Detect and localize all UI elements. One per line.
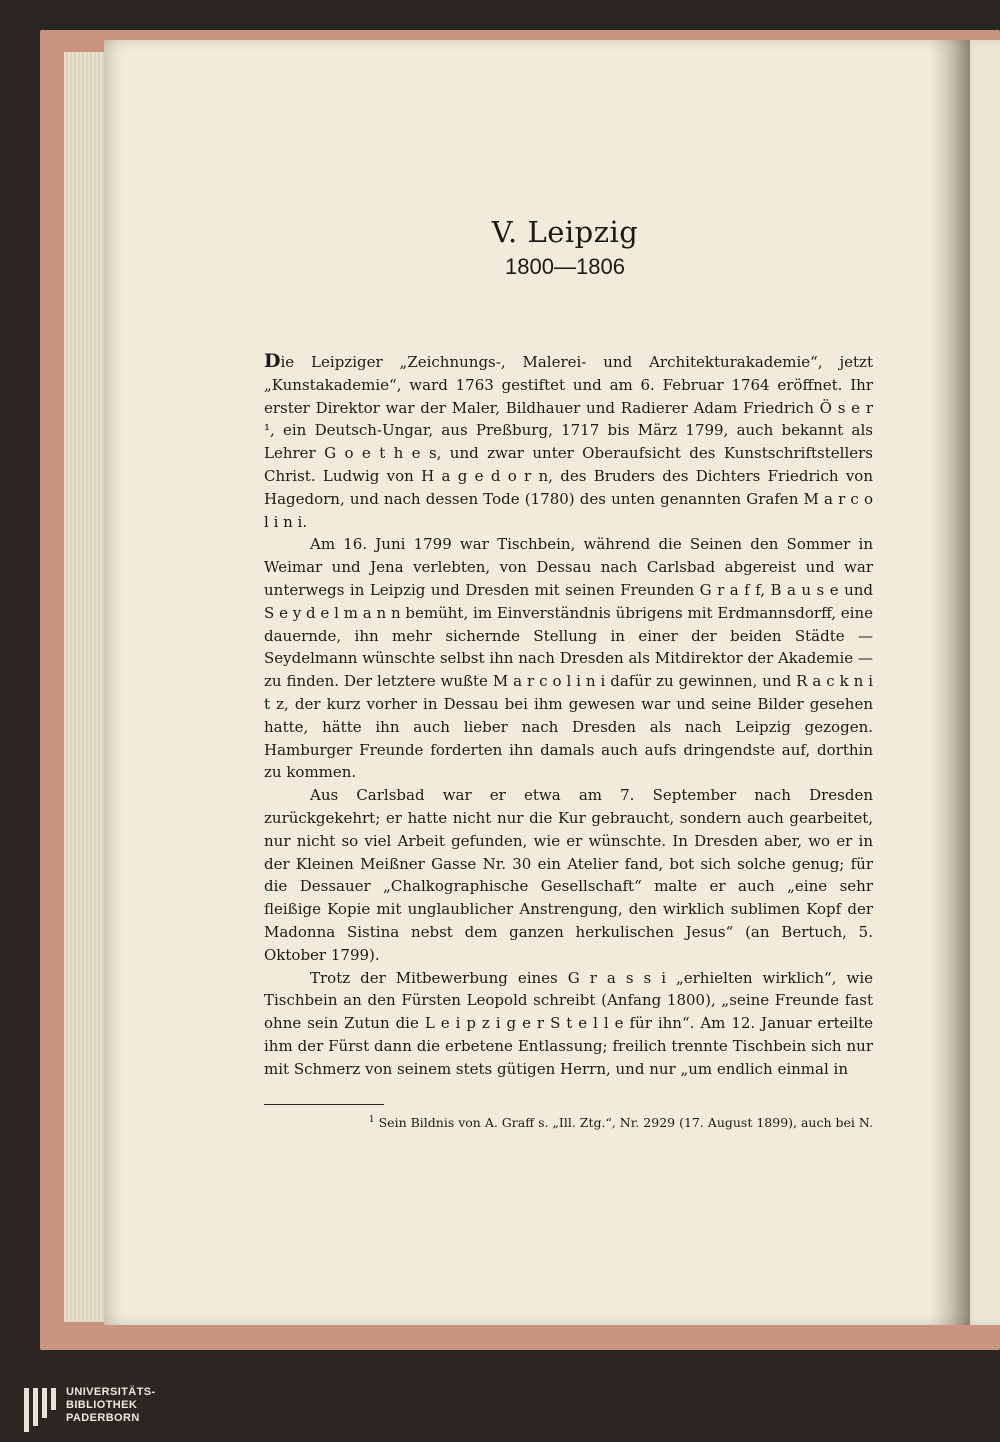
logo-text [66,1386,156,1425]
drop-cap: D [264,350,281,372]
logo-bars-icon [24,1388,56,1432]
paragraph-3: Aus Carlsbad war er etwa am 7. September nach Dresden zurückgekehrt; er hatte nicht nur die Kur gebraucht, sondern auch gearbeitet, nur nicht so viel Arbeit gefunden, wie er wünschte. In Dresden aber, wo er in der Kleinen Meißner Gasse Nr. 30 ein Atelier fand, bot sich solche genug; für die Dessauer „Chalkographische Gesellschaft“ malte er auch „eine sehr fleißige Kopie mit unglaublicher Anstrengung, den wirklich sublimen Kopf der Madonna Sistina nebst dem ganzen herkulischen Jesus“ (an Bertuch, 5. Oktober 1799). [264,786,873,964]
library-logo [24,1386,156,1436]
footnote-rule [264,1104,384,1105]
logo-line-3: PADERBORN [66,1412,140,1424]
paragraph-1 [264,350,873,533]
paragraph-2: Am 16. Juni 1799 war Tischbein, während die Seinen den Sommer in Weimar und Jena verlebten, von Dessau nach Carlsbad abgereist und war unterwegs in Leipzig und Dresden mit seinen Freunden G r a f f, B a u s e und S e y d e l m a n n bemüht, im Einverständnis übrigens mit Erdmannsdorff, eine dauernde, ihn mehr sichernde Stellung in einer der beiden Städte — Seydelmann wünschte selbst ihn nach Dresden als Mitdirektor der Akademie — zu finden. Der letztere wußte M a r c o l i n i dafür zu gewinnen, und R a c k n i t z, der kurz vorher in Dessau bei ihm gewesen war und seine Bilder gesehen hatte, hätte ihn auch lieber nach Dresden als nach Leipzig gezogen. Hamburger Freunde forderten ihn damals auch aufs dringendste auf, dorthin zu kommen. [264,535,873,782]
footnote-marker: 1 [368,1115,375,1125]
paragraph-4: Trotz der Mitbewerbung eines G r a s s i „erhielten wirklich“, wie Tischbein an den Fürsten Leopold schreibt (Anfang 1800), „seine Freunde fast ohne sein Zutun die L e i p z i g e r S t e l l e für ihn“. Am 12. Januar erteilte ihm der Fürst dann die erbetene Entlassung; freilich trennte Tischbein sich nur mit Schmerz von seinem stets gütigen Herrn, und nur „um endlich einmal in [264,968,873,1078]
logo-line-2: BIBLIOTHEK [66,1399,138,1411]
footnote-text: Sein Bildnis von A. Graff s. „Ill. Ztg.“, Nr. 2929 (17. August 1899), auch bei N. [378,1115,873,1131]
logo-line-1: UNIVERSITÄTS- [66,1386,156,1398]
footnote [300,1111,873,1132]
body-text [264,350,873,1081]
chapter-dates: 1800—1806 [505,254,625,279]
chapter-title: V. Leipzig [491,215,639,249]
paragraph-1-text: ie Leipziger „Zeichnungs-, Malerei- und Architekturakademie“, jetzt „Kunstakademie“, ward 1763 gestiftet und am 6. Februar 1764 eröffnet. Ihr erster Direktor war der Maler, Bildhauer und Radierer Adam Friedrich Ö s e r ¹, ein Deutsch-Ungar, aus Preßburg, 1717 bis März 1799, auch bekannt als Lehrer G o e t h e s, und zwar unter Oberaufsicht des Kunstschriftstellers Christ. Ludwig von H a g e d o r n, des Bruders des Dichters Friedrich von Hagedorn, und nach dessen Tode (1780) des unten genannten Grafen M a r c o l i n i. [264,353,873,531]
